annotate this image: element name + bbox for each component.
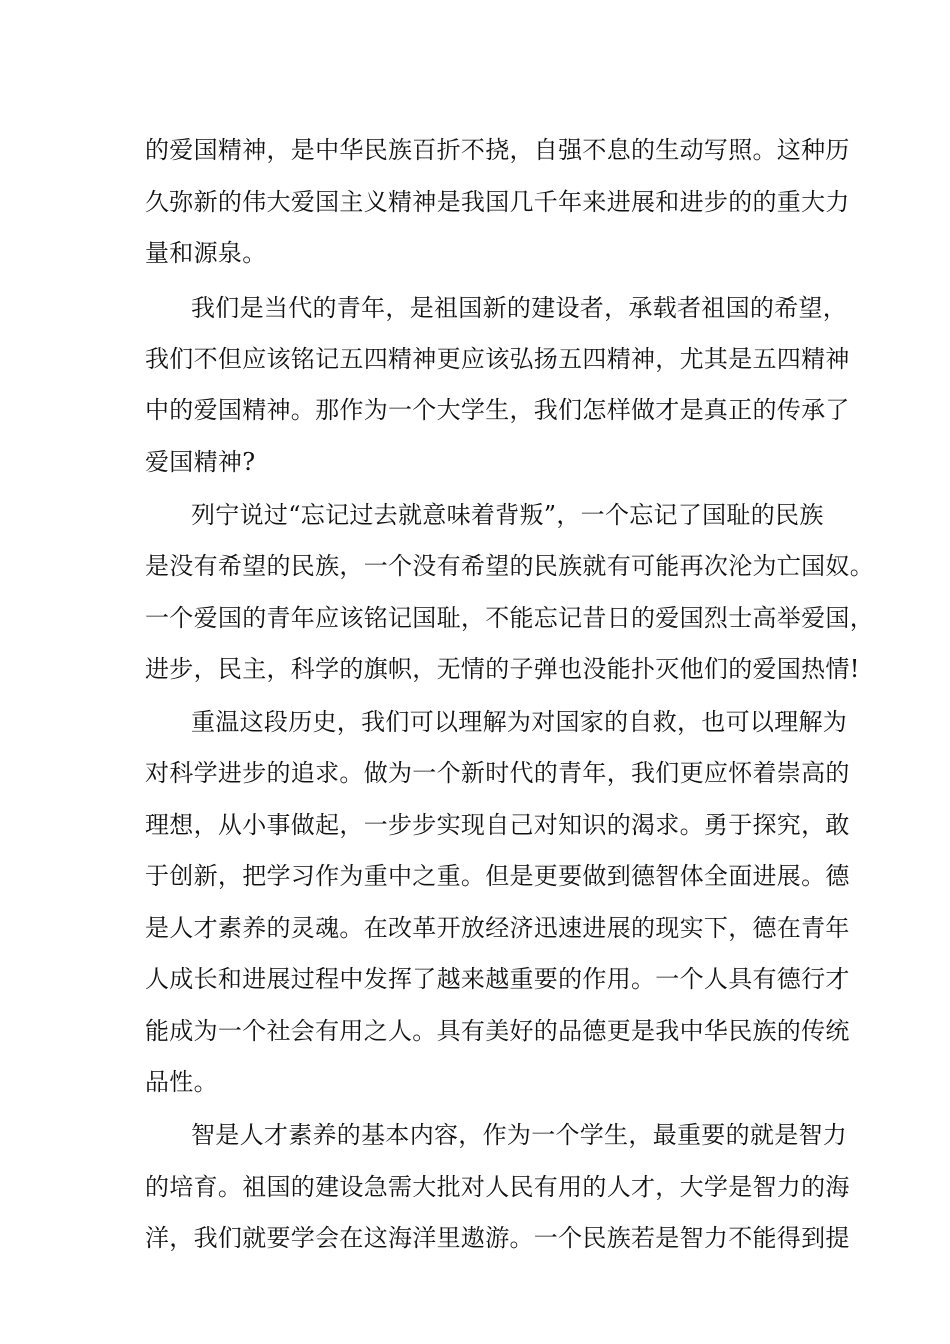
paragraph-first-line: 列宁说过“忘记过去就意味着背叛”，一个忘记了国耻的民族 [191,501,824,529]
text-line: 的培育。祖国的建设急需大批对人民有用的人才，大学是智力的海 [145,1173,850,1201]
text-line: 对科学进步的追求。做为一个新时代的青年，我们更应怀着崇高的 [145,759,850,787]
text-line: 是没有希望的民族，一个没有希望的民族就有可能再次沦为亡国奴。 [145,552,874,580]
paragraph-first-line: 重温这段历史，我们可以理解为对国家的自救，也可以理解为 [191,708,848,736]
text-line: 爱国精神? [145,448,256,476]
text-line: 的爱国精神，是中华民族百折不挠，自强不息的生动写照。这种历 [145,136,850,164]
text-line: 一个爱国的青年应该铭记国耻，不能忘记昔日的爱国烈士高举爱国， [145,604,874,632]
text-line: 能成为一个社会有用之人。具有美好的品德更是我中华民族的传统 [145,1017,850,1045]
text-line: 进步，民主，科学的旗帜，无情的子弹也没能扑灭他们的爱国热情! [145,655,860,683]
text-line: 品性。 [145,1068,218,1096]
text-line: 理想，从小事做起，一步步实现自己对知识的渴求。勇于探究，敢 [145,811,850,839]
text-line: 我们不但应该铭记五四精神更应该弘扬五四精神，尤其是五四精神 [145,345,850,373]
text-line: 洋，我们就要学会在这海洋里遨游。一个民族若是智力不能得到提 [145,1224,850,1252]
text-line: 人成长和进展过程中发挥了越来越重要的作用。一个人具有德行才 [145,965,850,993]
paragraph-first-line: 我们是当代的青年，是祖国新的建设者，承载者祖国的希望， [191,294,848,322]
paragraph-first-line: 智是人才素养的基本内容，作为一个学生，最重要的就是智力 [191,1121,848,1149]
text-line: 久弥新的伟大爱国主义精神是我国几千年来进展和进步的的重大力 [145,188,850,216]
text-line: 是人才素养的灵魂。在改革开放经济迅速进展的现实下，德在青年 [145,914,850,942]
text-line: 量和源泉。 [145,239,267,267]
text-line: 于创新，把学习作为重中之重。但是更要做到德智体全面进展。德 [145,862,850,890]
text-line: 中的爱国精神。那作为一个大学生，我们怎样做才是真正的传承了 [145,396,850,424]
